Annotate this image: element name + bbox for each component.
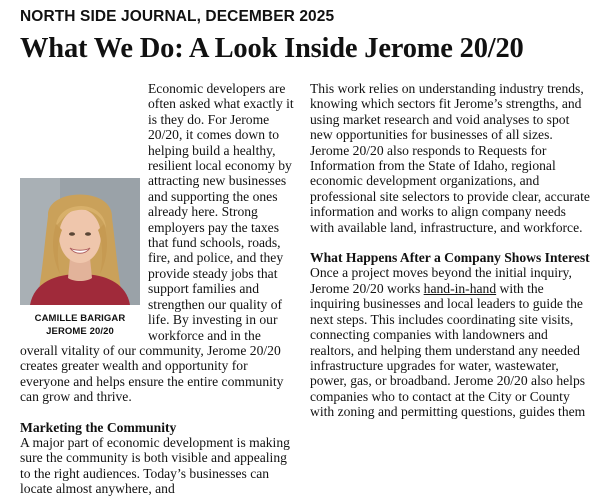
left-paragraph-2: A major part of economic development is making sure the community is both visible and appealing to the right audiences. Today’s businesses can locate almost anywhere, and bbox=[20, 434, 290, 497]
right-paragraph-1: This work relies on understanding industry trends, knowing which sectors fit Jerome’s strengths, and using market research and void analyses to spot new opportunities for businesses of all sizes. Jerome 20/20 also responds to Requests for Information from the State of Idaho, regional economic development organizations, and professional site selectors to provide clear, accurate information and works to align company needs with available land, infrastructure, and workforce. bbox=[310, 81, 590, 235]
caption-name: CAMILLE BARIGAR bbox=[34, 313, 126, 324]
right-paragraph-2-end: with the inquiring businesses and local leaders to guide the next steps. This includes coordinating site visits, connecting companies with landowners and realtors, and helping them understand any needed infrastructure upgrades for water, wastewater, power, gas, or broadband. Jerome 20/20 also helps companies who to contact at the City or County with zoning and permitting questions, guides them bbox=[310, 280, 586, 420]
left-column bbox=[20, 81, 294, 497]
photo-caption bbox=[20, 313, 140, 338]
right-column bbox=[310, 81, 592, 420]
masthead: NORTH SIDE JOURNAL, DECEMBER 2025 bbox=[20, 8, 335, 25]
hand-in-hand-link[interactable]: hand-in-hand bbox=[423, 280, 497, 296]
article-headline: What We Do: A Look Inside Jerome 20/20 bbox=[20, 33, 524, 64]
portrait-illustration bbox=[20, 178, 140, 305]
left-subhead: Marketing the Community bbox=[20, 419, 177, 435]
portrait-photo bbox=[20, 178, 140, 305]
right-subhead: What Happens After a Company Shows Interest bbox=[310, 250, 590, 266]
photo-block bbox=[20, 174, 140, 342]
right-paragraph-2-start: Once a project moves beyond the initial inquiry, Jerome 20/20 works bbox=[310, 265, 572, 296]
left-paragraph-1: Economic developers are often asked what exactly it is they do. For Jerome 20/20, it comes down to helping build a healthy, resilient local economy by attracting new businesses and supporting the ones already here. Strong employers pay the taxes that fund schools, roads, fire, and police, and they provide steady jobs that support families and strengthen our quality of life. By investing in our workforce and in the overall vitality of our community, Jerome 20/20 creates greater wealth and opportunity for everyone and helps ensure the entire community can grow and thrive. bbox=[20, 81, 294, 405]
caption-org: JEROME 20/20 bbox=[46, 325, 114, 337]
right-paragraph-2 bbox=[310, 265, 592, 419]
